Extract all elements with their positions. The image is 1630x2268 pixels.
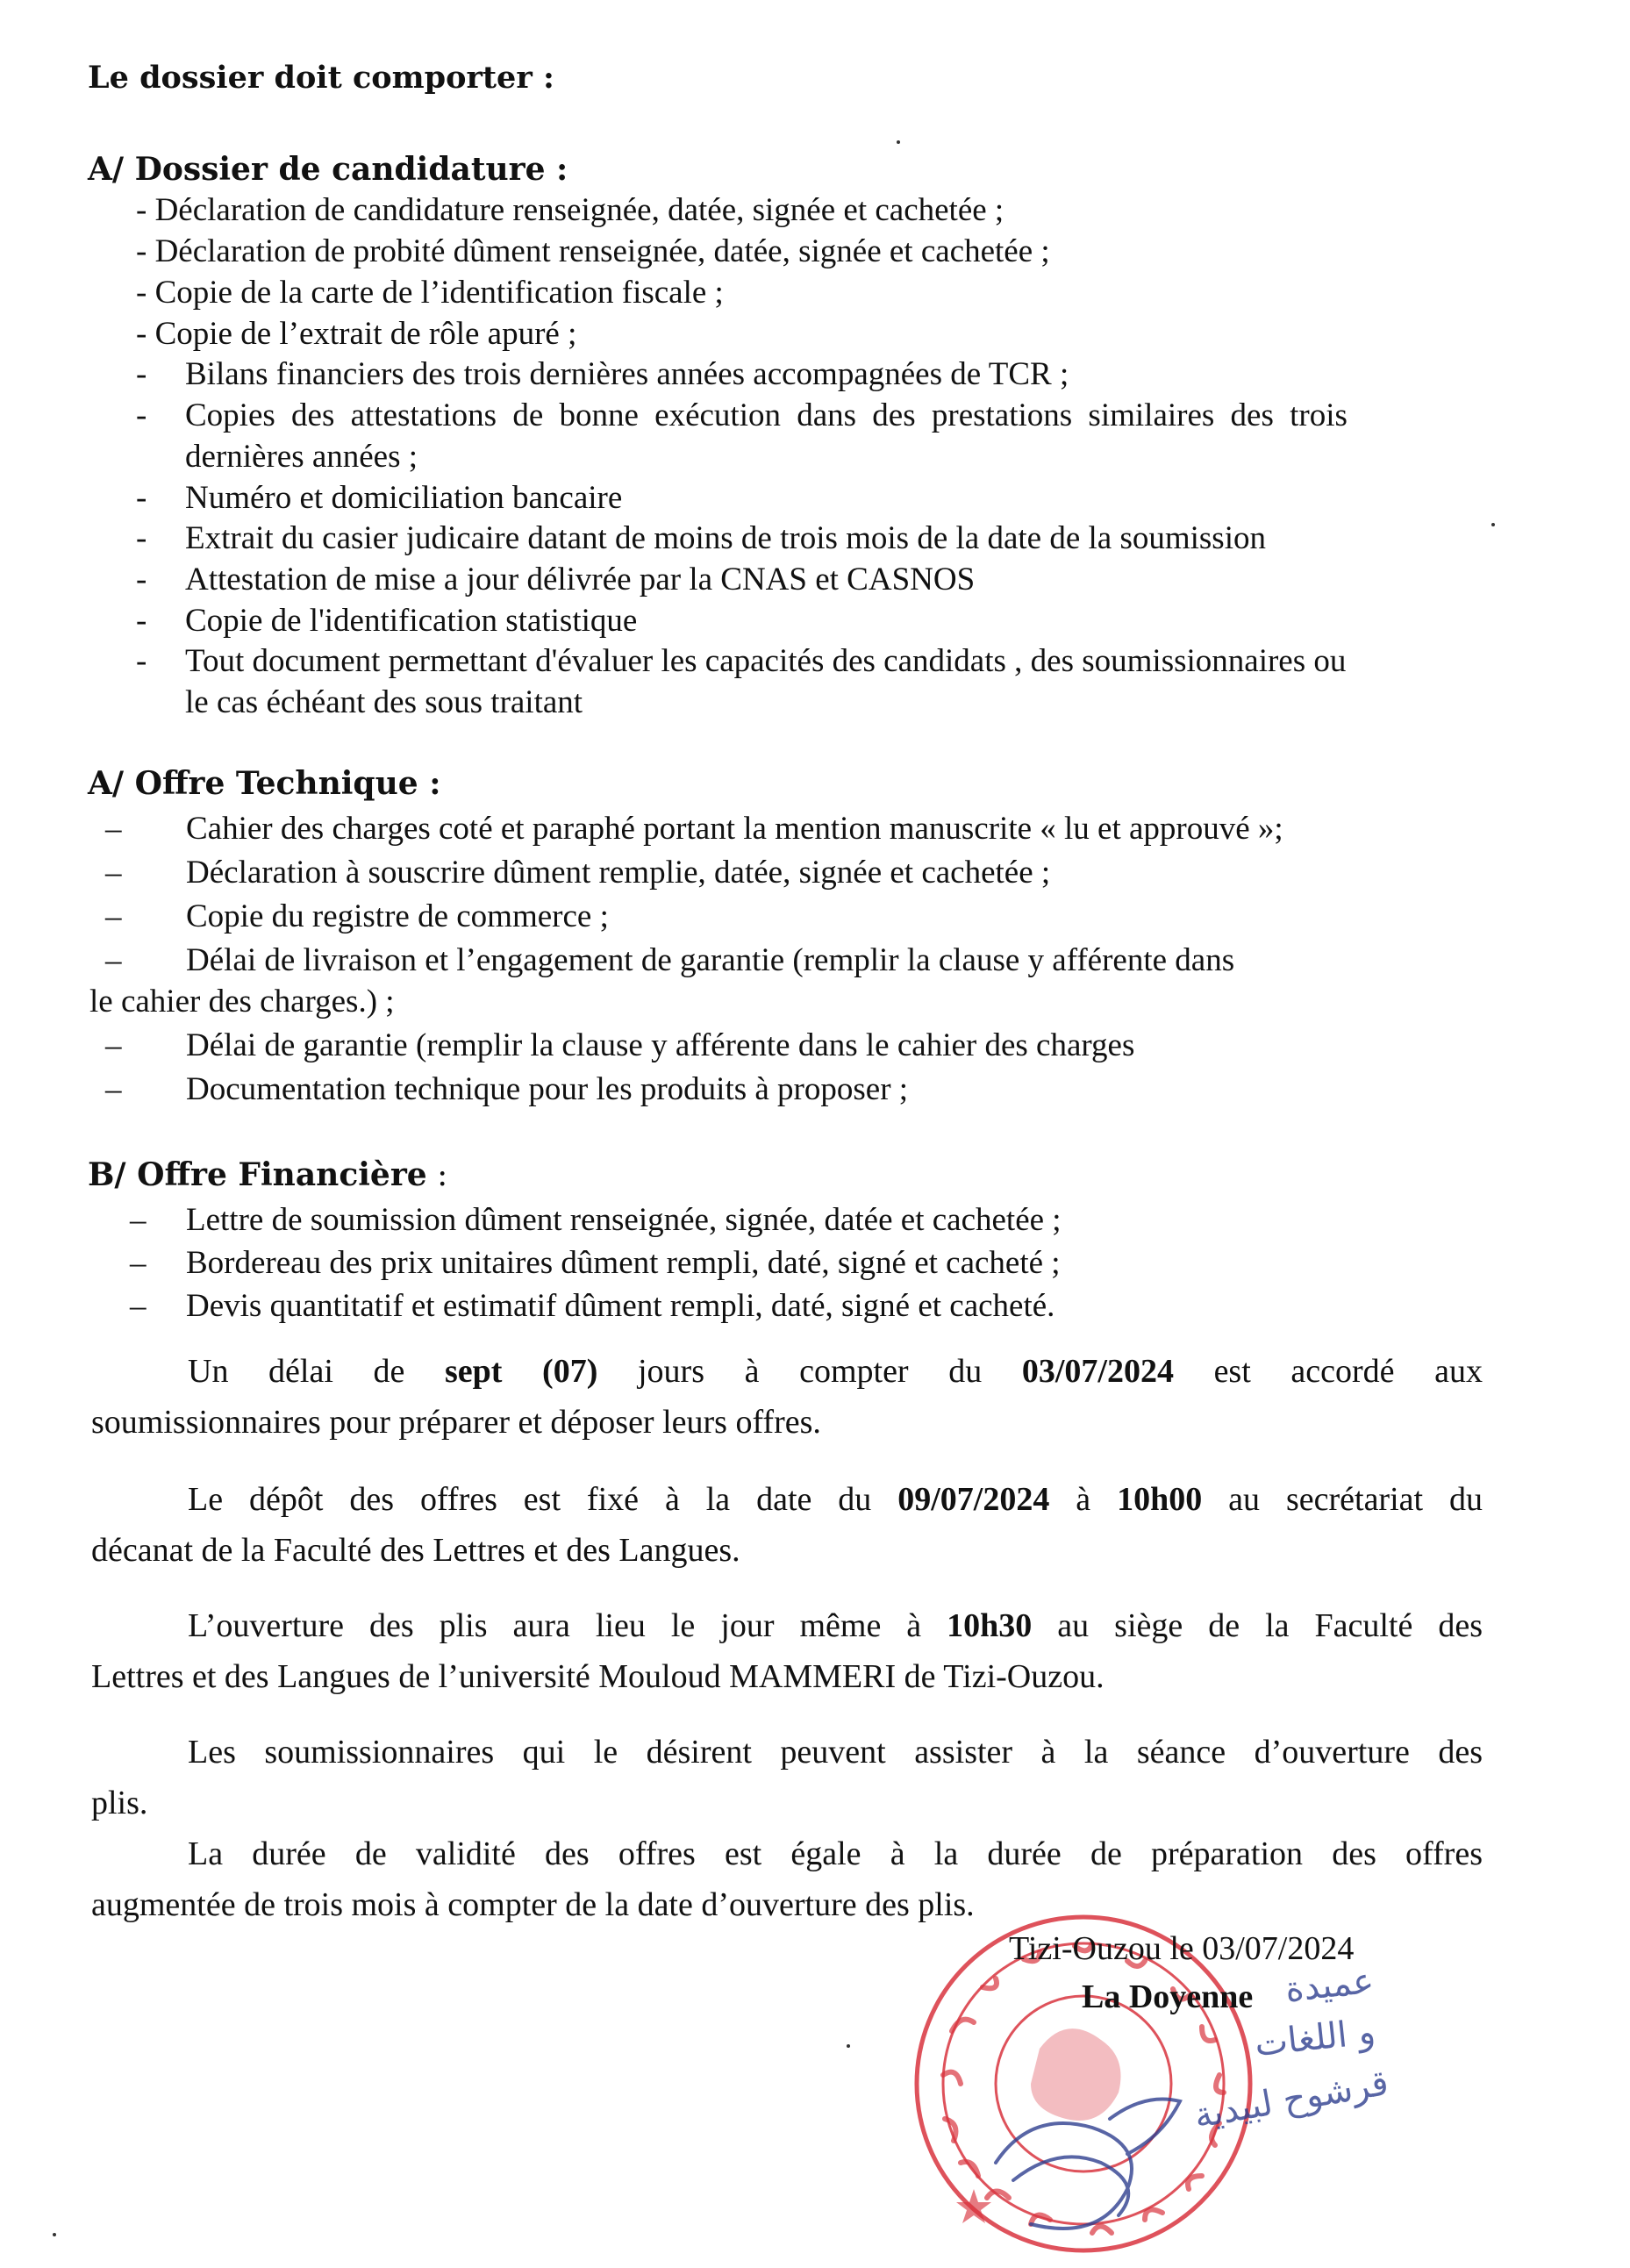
- list-item: - Tout document permettant d'évaluer les capacités des candidats , des soumissionnaires ou: [136, 643, 1347, 679]
- list-item: – Copie du registre de commerce ;: [105, 898, 609, 934]
- list-item: – Déclaration à souscrire dûment remplie, datée, signée et cachetée ;: [105, 855, 1051, 891]
- section-heading-candidature: A/ Dossier de candidature :: [88, 151, 568, 188]
- paragraph-delai: Un délai de sept (07) jours à compter du 03/07/2024 est accordé aux soumissionnaires pour préparer et déposer leurs offres.: [91, 1353, 1483, 1441]
- scan-speck: [897, 140, 900, 144]
- list-item: – Cahier des charges coté et paraphé portant la mention manuscrite « lu et approuvé »;: [105, 811, 1283, 847]
- list-item-continuation: le cas échéant des sous traitant: [185, 684, 583, 720]
- paragraph-validite: La durée de validité des offres est égale à la durée de préparation des offres augmentée de trois mois à compter de la date d’ouverture des plis.: [91, 1835, 1483, 1923]
- list-item: - Extrait du casier judicaire datant de moins de trois mois de la date de la soumission: [136, 520, 1266, 556]
- signature-role: La Doyenne: [1082, 1978, 1254, 2015]
- scan-speck: [847, 2044, 850, 2048]
- list-item: – Devis quantitatif et estimatif dûment rempli, daté, signé et cacheté.: [130, 1288, 1055, 1324]
- list-item: – Délai de livraison et l’engagement de garantie (remplir la clause y afférente dans: [105, 942, 1235, 978]
- scan-speck: [1491, 523, 1495, 526]
- list-item: - Bilans financiers des trois dernières années accompagnées de TCR ;: [136, 356, 1069, 392]
- handwritten-note: و اللغات: [1252, 2011, 1377, 2065]
- list-item: - Numéro et domiciliation bancaire: [136, 480, 623, 516]
- list-item: - Déclaration de candidature renseignée, datée, signée et cachetée ;: [136, 192, 1004, 228]
- list-item-continuation: dernières années ;: [185, 439, 418, 475]
- paragraph-depot: Le dépôt des offres est fixé à la date du 09/07/2024 à 10h00 au secrétariat du décanat de la Faculté des Lettres et des Langues.: [91, 1481, 1483, 1569]
- list-item: - Copies des attestations de bonne exécution dans des prestations similaires des trois: [136, 397, 1348, 433]
- list-item: – Bordereau des prix unitaires dûment rempli, daté, signé et cacheté ;: [130, 1245, 1061, 1281]
- scan-speck: [53, 2233, 56, 2236]
- handwritten-note: قرشوح لبيدية: [1190, 2062, 1392, 2137]
- section-heading-offre-financiere: B/ Offre Financière :: [88, 1156, 448, 1193]
- handwritten-note: عميدة: [1283, 1960, 1376, 2011]
- list-item: - Copie de l'identification statistique: [136, 603, 638, 639]
- list-item: - Attestation de mise a jour délivrée par la CNAS et CASNOS: [136, 562, 976, 597]
- list-item: - Copie de la carte de l’identification fiscale ;: [136, 275, 724, 311]
- list-item: – Délai de garantie (remplir la clause y afférente dans le cahier des charges: [105, 1027, 1135, 1063]
- list-item-continuation: le cahier des charges.) ;: [89, 984, 395, 1020]
- signature-place-date: Tizi-Ouzou le 03/07/2024: [1009, 1930, 1355, 1967]
- list-item: - Déclaration de probité dûment renseignée, datée, signée et cachetée ;: [136, 233, 1050, 269]
- list-item: - Copie de l’extrait de rôle apuré ;: [136, 316, 577, 352]
- paragraph-assister: Les soumissionnaires qui le désirent peuvent assister à la séance d’ouverture des plis.: [91, 1734, 1483, 1821]
- list-item: – Documentation technique pour les produits à proposer ;: [105, 1071, 909, 1107]
- section-heading-offre-technique: A/ Offre Technique :: [88, 765, 441, 802]
- paragraph-ouverture: L’ouverture des plis aura lieu le jour même à 10h30 au siège de la Faculté des Lettres et des Langues de l’université Mouloud MAMMERI de Tizi-Ouzou.: [91, 1607, 1483, 1695]
- list-item: – Lettre de soumission dûment renseignée, signée, datée et cachetée ;: [130, 1202, 1062, 1238]
- document-title: Le dossier doit comporter :: [88, 60, 554, 96]
